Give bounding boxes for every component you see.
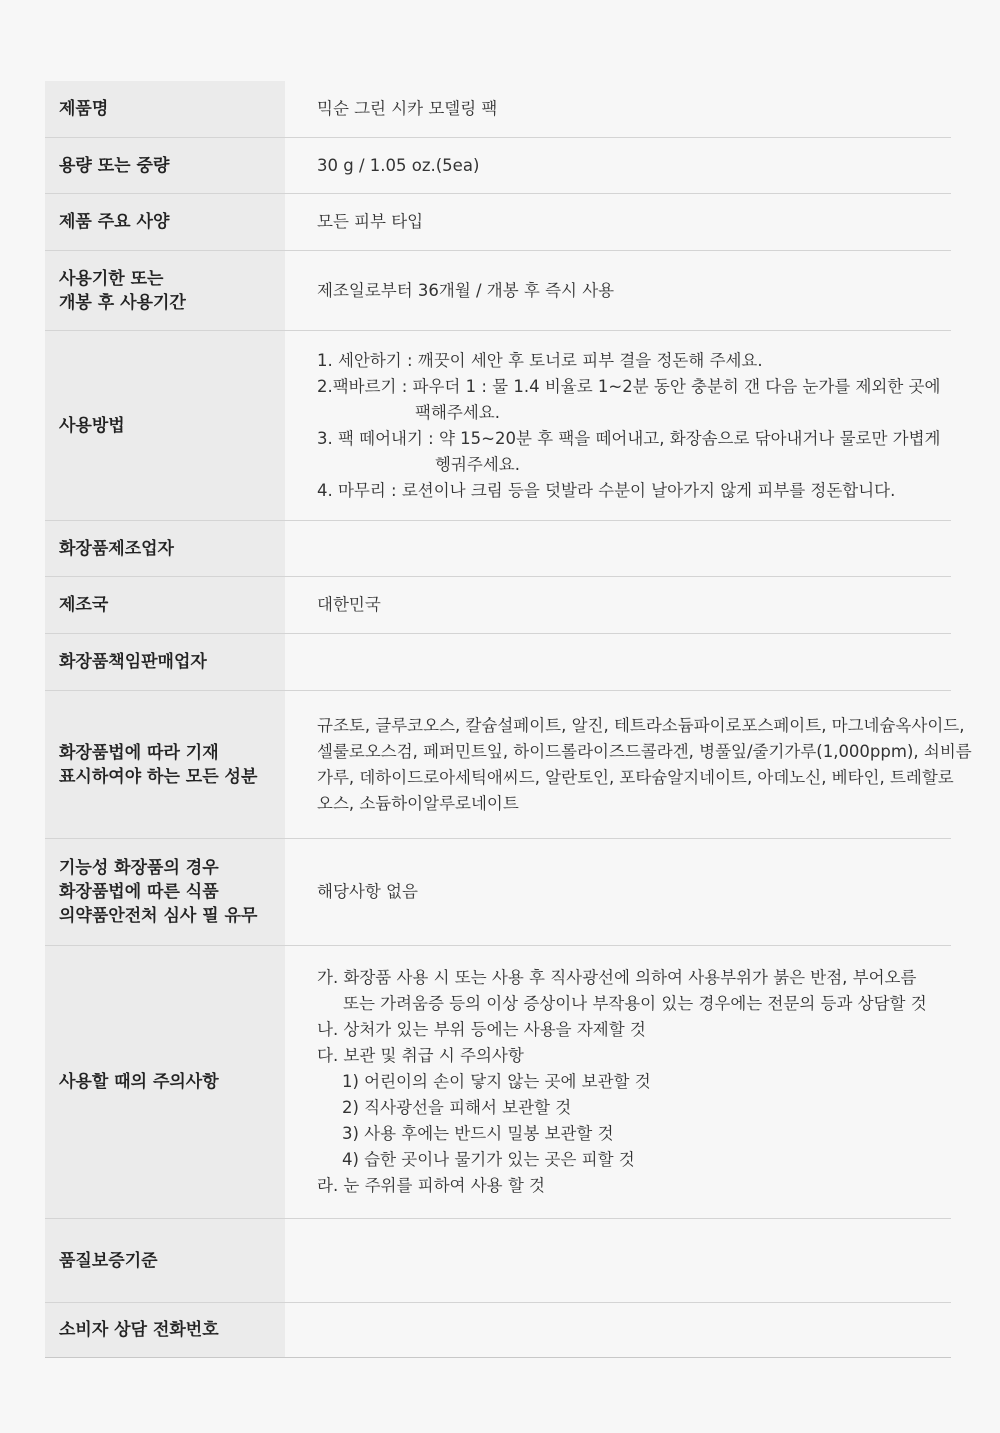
row-value: 30 g / 1.05 oz.(5ea) <box>285 138 951 193</box>
row-value: 믹순 그린 시카 모델링 팩 <box>285 81 951 137</box>
row-label: 제품 주요 사양 <box>45 194 285 250</box>
row-value: 제조일로부터 36개월 / 개봉 후 즉시 사용 <box>285 251 951 330</box>
caution-item-ga: 가. 화장품 사용 시 또는 사용 후 직사광선에 의하여 사용부위가 붉은 반점, 부어오름 <box>317 968 917 987</box>
row-value <box>285 1303 951 1357</box>
row-value <box>285 331 951 520</box>
table-row <box>45 1218 951 1302</box>
row-label: 제품명 <box>45 81 285 137</box>
table-row <box>45 576 951 633</box>
table-row <box>45 193 951 250</box>
ingredient-line: 오스, 소듐하이알루로네이트 <box>317 793 519 813</box>
usage-step-2-cont: 팩해주세요. <box>415 402 500 422</box>
row-value: 모든 피부 타입 <box>285 194 951 250</box>
table-row <box>45 137 951 193</box>
usage-step-1: 1. 세안하기 : 깨끗이 세안 후 토너로 피부 결을 정돈해 주세요. <box>317 350 763 370</box>
row-value <box>285 634 951 690</box>
row-label: 기능성 화장품의 경우 화장품법에 따른 식품 의약품안전처 심사 필 유무 <box>45 839 285 945</box>
table-row <box>45 520 951 576</box>
table-row <box>45 330 951 520</box>
row-value <box>285 521 951 576</box>
ingredient-line: 가루, 데하이드로아세틱애씨드, 알란토인, 포타슘알지네이트, 아데노신, 베타인, 트레할로 <box>317 767 954 787</box>
usage-step-4: 4. 마무리 : 로션이나 크림 등을 덧발라 수분이 날아가지 않게 피부를 정돈합니다. <box>317 480 896 500</box>
table-row <box>45 690 972 838</box>
usage-step-3: 3. 팩 떼어내기 : 약 15~20분 후 팩을 떼어내고, 화장솜으로 닦아내거나 물로만 가볍게 <box>317 428 941 448</box>
row-label: 사용할 때의 주의사항 <box>45 946 285 1218</box>
row-label: 소비자 상담 전화번호 <box>45 1303 285 1357</box>
row-label: 제조국 <box>45 577 285 633</box>
caution-subitem-3: 3) 사용 후에는 반드시 밀봉 보관할 것 <box>342 1124 614 1143</box>
product-info-table <box>45 81 972 1358</box>
ingredient-line: 셀룰로오스검, 페퍼민트잎, 하이드롤라이즈드콜라겐, 병풀잎/줄기가루(1,000ppm), 쇠비름 <box>317 741 972 761</box>
caution-subitem-4: 4) 습한 곳이나 물기가 있는 곳은 피할 것 <box>342 1150 635 1169</box>
caution-item-na: 나. 상처가 있는 부위 등에는 사용을 자제할 것 <box>317 1020 646 1039</box>
row-label: 사용기한 또는 개봉 후 사용기간 <box>45 251 285 330</box>
ingredient-line: 규조토, 글루코오스, 칼슘설페이트, 알진, 테트라소듐파이로포스페이트, 마그네슘옥사이드, <box>317 715 965 735</box>
row-label: 화장품책임판매업자 <box>45 634 285 690</box>
row-label: 품질보증기준 <box>45 1219 285 1302</box>
table-row <box>45 633 951 690</box>
table-row <box>45 250 951 330</box>
row-label: 화장품법에 따라 기재 표시하여야 하는 모든 성분 <box>45 691 285 838</box>
row-label: 화장품제조업자 <box>45 521 285 576</box>
caution-subitem-2: 2) 직사광선을 피해서 보관할 것 <box>342 1098 572 1117</box>
row-value <box>285 1219 951 1302</box>
row-value <box>285 691 980 838</box>
usage-step-2: 2.팩바르기 : 파우더 1 : 물 1.4 비율로 1~2분 동안 충분히 갠 다음 눈가를 제외한 곳에 <box>317 376 941 396</box>
row-value: 대한민국 <box>285 577 951 633</box>
usage-step-3-cont: 헹궈주세요. <box>435 454 520 474</box>
row-label: 용량 또는 중량 <box>45 138 285 193</box>
caution-subitem-1: 1) 어린이의 손이 닿지 않는 곳에 보관할 것 <box>342 1072 651 1091</box>
row-label: 사용방법 <box>45 331 285 520</box>
caution-item-da: 다. 보관 및 취급 시 주의사항 <box>317 1046 524 1065</box>
table-row <box>45 838 951 945</box>
row-value <box>285 946 951 1218</box>
caution-item-ra: 라. 눈 주위를 피하여 사용 할 것 <box>317 1176 545 1195</box>
table-row <box>45 81 951 137</box>
table-row <box>45 1302 951 1357</box>
table-row <box>45 945 951 1218</box>
row-value: 해당사항 없음 <box>285 839 951 945</box>
caution-item-ga-cont: 또는 가려움증 등의 이상 증상이나 부작용이 있는 경우에는 전문의 등과 상담할 것 <box>343 994 927 1013</box>
